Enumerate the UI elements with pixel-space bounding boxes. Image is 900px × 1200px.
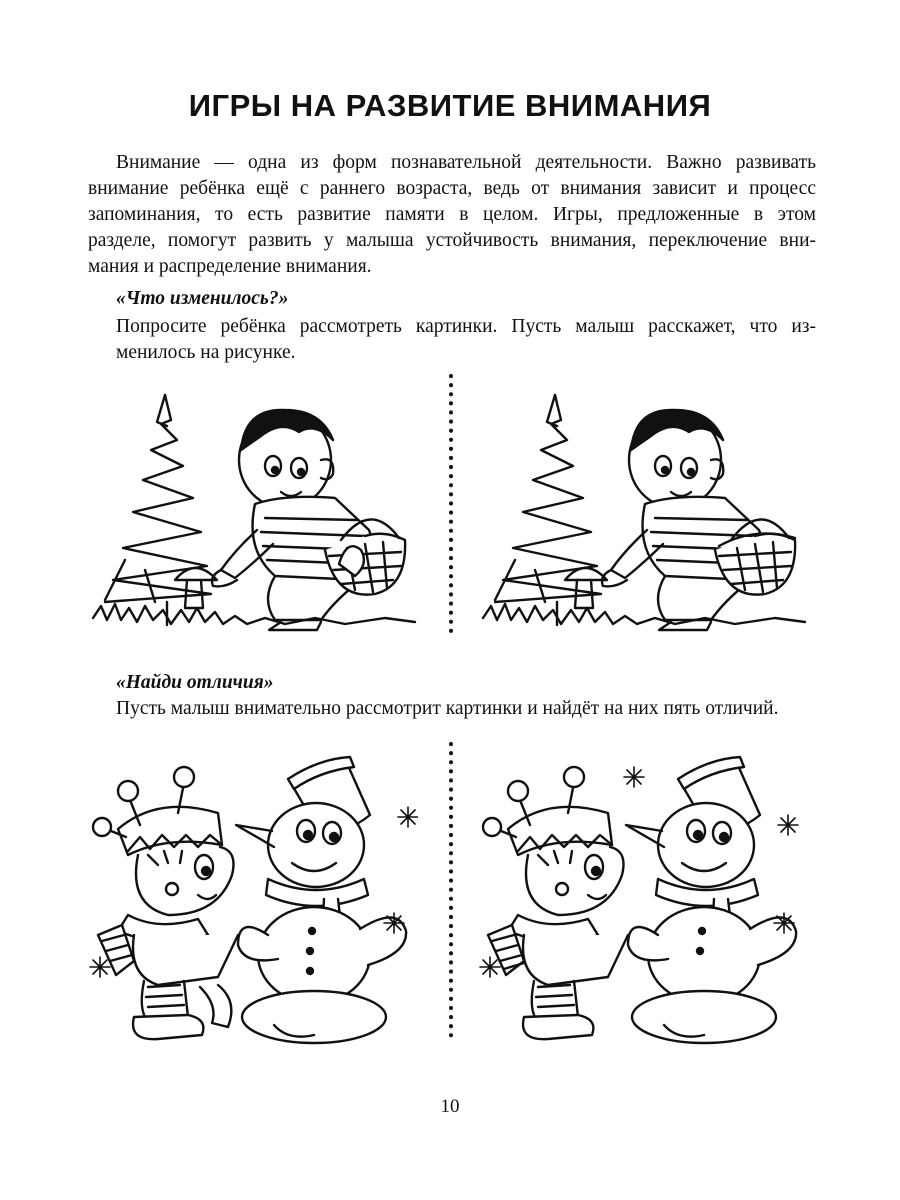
intro-line: мания и распределение внимания. bbox=[88, 256, 372, 277]
boy-icon bbox=[212, 410, 374, 630]
game2-title: «Найди отличия» bbox=[116, 672, 274, 693]
game1-description bbox=[88, 314, 816, 366]
boy-mushroom-picture-right bbox=[475, 380, 815, 645]
page-title: ИГРЫ НА РАЗВИТИЕ ВНИМАНИЯ bbox=[188, 88, 712, 123]
snowman-picture-right bbox=[478, 755, 808, 1045]
mushroom-icon bbox=[565, 568, 607, 608]
page-number: 10 bbox=[440, 1096, 460, 1117]
snowman-picture-left bbox=[88, 755, 418, 1045]
dotted-divider bbox=[446, 372, 456, 642]
child-icon bbox=[483, 767, 628, 1039]
boy-mushroom-picture-left bbox=[85, 380, 425, 645]
child-icon bbox=[93, 767, 238, 1039]
intro-paragraph bbox=[88, 150, 816, 280]
intro-line: разделе, помогут развить у малыша устойчивость внимания, переключение вни- bbox=[88, 230, 816, 251]
snowman-icon bbox=[236, 757, 406, 1043]
game2-description bbox=[88, 696, 816, 722]
game1-line: Попросите ребёнка рассмотреть картинки. Пусть малыш расскажет, что из- bbox=[116, 316, 816, 337]
spruce-tree-icon bbox=[495, 395, 601, 625]
intro-line: запоминания, то есть развитие памяти в целом. Игры, предложенные в этом bbox=[88, 204, 816, 225]
intro-line: Внимание — одна из форм познавательной деятельности. Важно развивать bbox=[116, 152, 816, 173]
spruce-tree-icon bbox=[105, 395, 211, 625]
mushroom-icon bbox=[175, 568, 217, 608]
snowman-icon bbox=[626, 757, 796, 1043]
intro-line: внимание ребёнка ещё с раннего возраста, ведь от внимания зависит и процесс bbox=[88, 178, 816, 199]
dotted-divider bbox=[446, 740, 456, 1040]
game2-line: Пусть малыш внимательно рассмотрит картинки и найдёт на них пять отличий. bbox=[116, 698, 779, 719]
game1-line: менилось на рисунке. bbox=[116, 342, 296, 363]
game1-title: «Что изменилось?» bbox=[116, 288, 289, 309]
boy-icon bbox=[602, 410, 764, 630]
